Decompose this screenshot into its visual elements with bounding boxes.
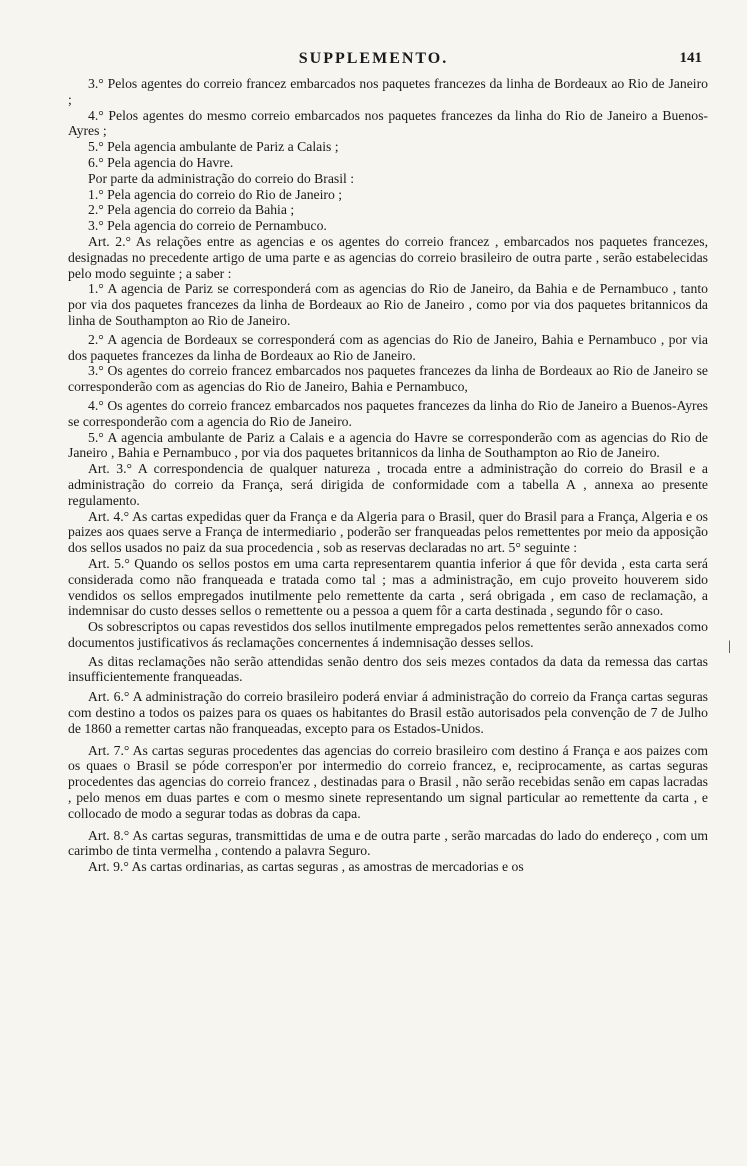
paragraph: 4.° Os agentes do correio francez embarcados nos paquetes francezes da linha do Rio de Janeiro a Buenos-Ayres se corresponderão com a agencia do Rio de Janeiro. <box>68 397 708 429</box>
paragraph: 2.° Pela agencia do correio da Bahia ; <box>88 202 295 218</box>
paragraph: 5.° Pela agencia ambulante de Pariz a Calais ; <box>88 139 339 155</box>
paragraph: 1.° A agencia de Pariz se corresponderá com as agencias do Rio de Janeiro, da Bahia e de Pernambuco , tanto por via dos paquetes francezes da linha de Bordeaux ao Rio de Janeiro , como por via dos paquetes britannicos da linha de Southampton ao Rio de Janeiro. <box>68 281 708 328</box>
paragraph: Art. 9.° As cartas ordinarias, as cartas seguras , as amostras de mercadorias e os <box>88 859 524 875</box>
paragraph: 4.° Pelos agentes do mesmo correio embarcados nos paquetes francezes da linha do Rio de Janeiro a Buenos-Ayres ; <box>68 107 708 139</box>
paragraph: Art. 6.° A administração do correio brasileiro poderá enviar á administração do correio da França cartas seguras com destino a todos os paizes para os quaes os habitantes do Brasil estão autorisados pela convenção de 7 de Julho de 1860 a remetter cartas não franqueadas, excepto para os Estados-Unidos. <box>68 689 708 736</box>
paragraph: Os sobrescriptos ou capas revestidos dos sellos inutilmente empregados pelos remettentes serão annexados como documentos justificativos ás reclamações concernentes á indemnisação desses sellos. <box>68 619 708 650</box>
margin-mark: | <box>728 639 731 654</box>
paragraph: 3.° Os agentes do correio francez embarcados nos paquetes francezes da linha de Bordeaux ao Rio de Janeiro se corresponderão com as agencias do Rio de Janeiro, Bahia e Pernambuco, <box>68 363 708 395</box>
paragraph: Art. 4.° As cartas expedidas quer da França e da Algeria para o Brasil, quer do Brasil para a França, Algeria e os paizes aos quaes serve a França de intermediario , poderão ser franqueadas pelos remettentes por meio da apposição dos sellos usados no paiz da sua procedencia , sob as reservas declaradas no art. 5° seguinte : <box>68 508 708 556</box>
paragraph: Art. 7.° As cartas seguras procedentes das agencias do correio brasileiro com destino á França e aos paizes com os quaes o Brasil se póde correspon'er por intermedio do correio francez, e, reciprocamente, as cartas seguras procedentes das agencias do correio francez , destinadas para o Brasil , não serão recebidas senão em capas lacradas , pelo menos em duas partes e com o mesmo sinete representando um signal particular ao remettente da carta , e collocado de modo a segurar todas as dobras da capa. <box>68 742 708 821</box>
paragraph: Art. 5.° Quando os sellos postos em uma carta representarem quantia inferior á que fôr devida , esta carta será considerada como não franqueada e tratada como tal ; mas a administração, em cujo proveito houverem sido vendidos os sellos empregados inutilmente pelo remettente da carta , será obrigada , em caso de reclamação, a indemnisar do custo desses sellos o remettente ou a pessoa a quem fôr a carta destinada , segundo fôr o caso. <box>68 555 708 619</box>
paragraph: 5.° A agencia ambulante de Pariz a Calais e a agencia do Havre se corresponderão com as agencias do Rio de Janeiro , Bahia e Pernambuco , por via dos paquetes britannicos da linha de Southampton ao Rio de Janeiro. <box>68 429 708 461</box>
paragraph: 3.° Pela agencia do correio de Pernambuco. <box>88 218 327 234</box>
running-header-title: SUPPLEMENTO. <box>298 50 449 67</box>
paragraph: Art. 2.° As relações entre as agencias e os agentes do correio francez , embarcados nos paquetes francezes, designadas no precedente artigo de uma parte e as agencias do correio brasileiro de outra parte , serão estabelecidas pelo modo seguinte ; a saber : <box>68 233 708 281</box>
paragraph: As ditas reclamações não serão attendidas senão dentro dos seis mezes contados da data da remessa das cartas insufficientemente franqueadas. <box>68 653 708 685</box>
paragraph: 1.° Pela agencia do correio do Rio de Janeiro ; <box>88 186 343 202</box>
page-number: 141 <box>679 50 702 66</box>
paragraph: 2.° A agencia de Bordeaux se corresponderá com as agencias do Rio de Janeiro, Bahia e Pernambuco , por via dos paquetes francezes da linha de Bordeaux ao Rio de Janeiro. <box>68 331 708 363</box>
paragraph: Art. 3.° A correspondencia de qualquer natureza , trocada entre a administração do correio do Brasil e a administração do correio da França, será dirigida de conformidade com a tabella A , annexa ao presente regulamento. <box>68 461 708 508</box>
document-body <box>68 76 708 875</box>
paragraph: Art. 8.° As cartas seguras, transmittidas de uma e de outra parte , serão marcadas do lado do endereço , com um carimbo de tinta vermelha , contendo a palavra Seguro. <box>68 827 708 859</box>
paragraph: 3.° Pelos agentes do correio francez embarcados nos paquetes francezes da linha de Bordeaux ao Rio de Janeiro ; <box>68 76 708 107</box>
paragraph: Por parte da administração do correio do Brasil : <box>88 170 355 186</box>
paragraph: 6.° Pela agencia do Havre. <box>88 154 234 170</box>
